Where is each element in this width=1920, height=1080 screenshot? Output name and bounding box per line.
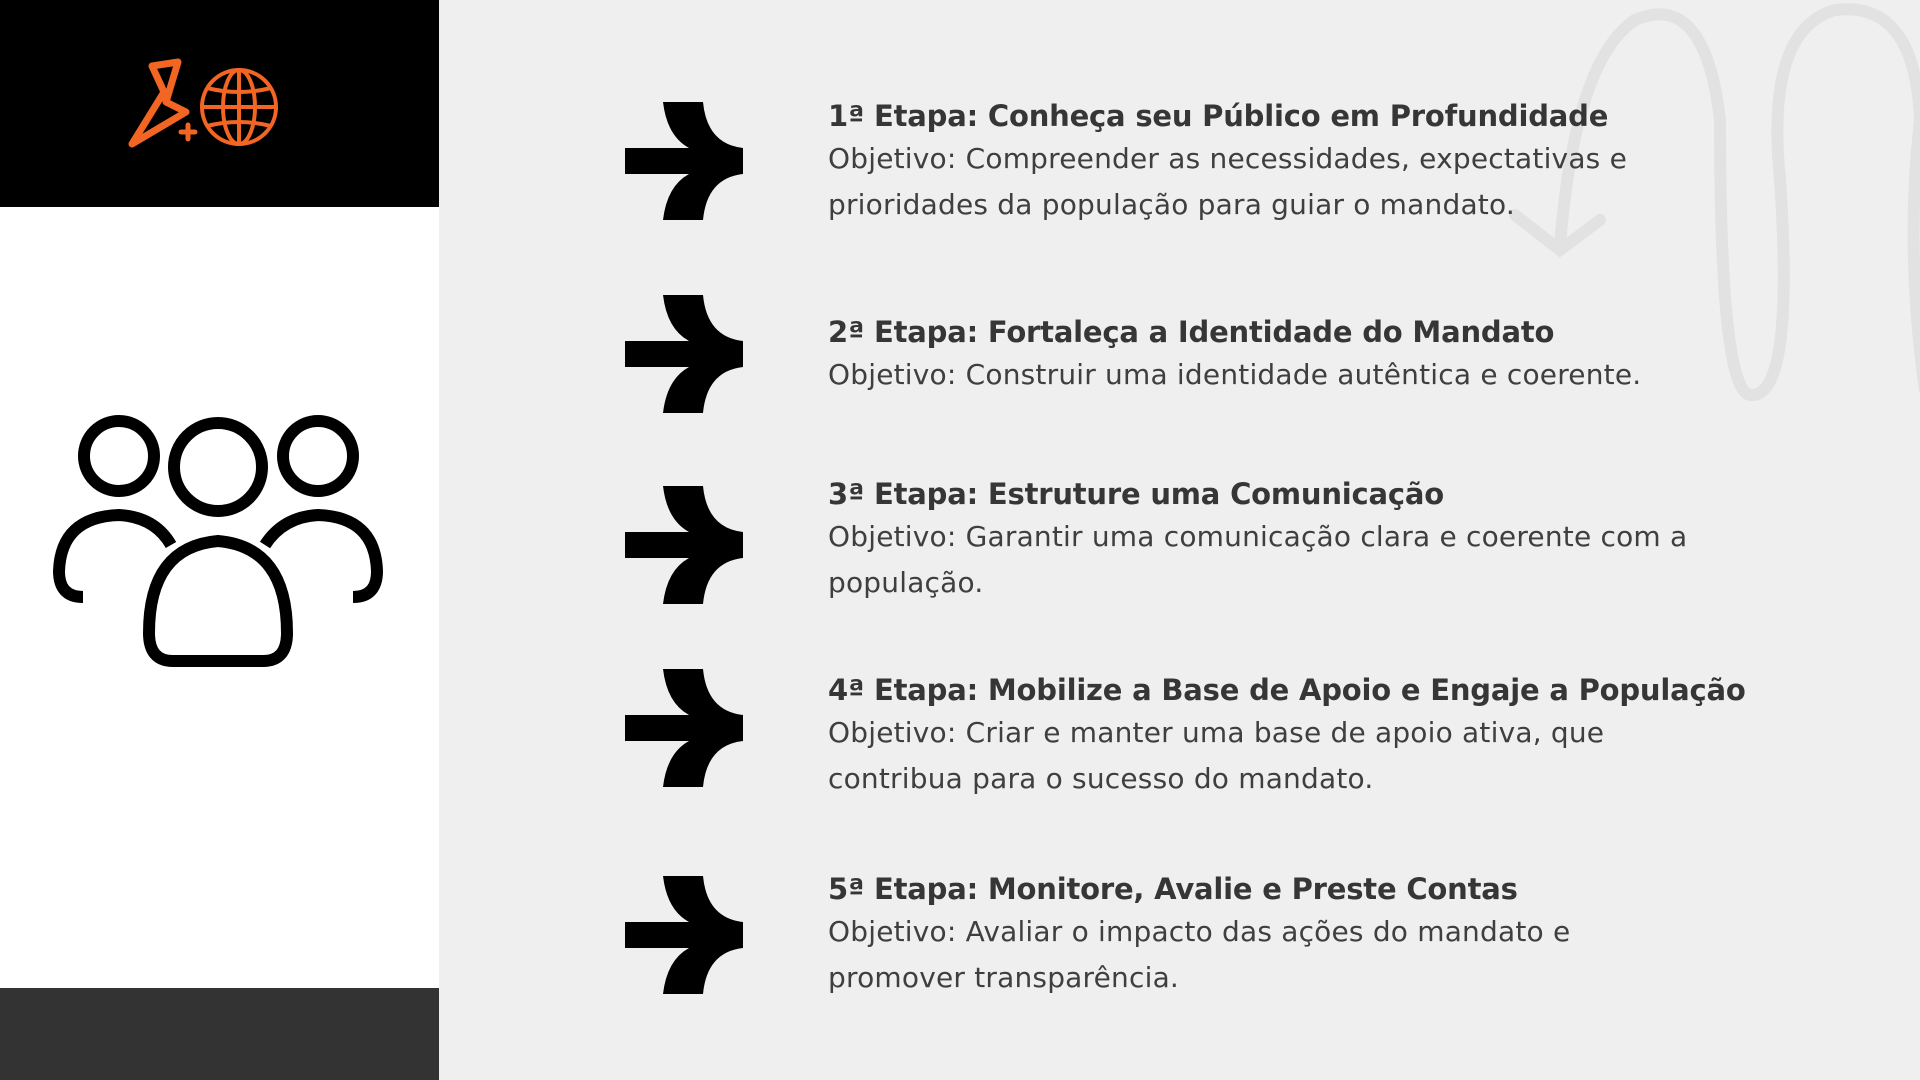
step-2-arrow-icon: [625, 295, 743, 413]
step-3-title: 3ª Etapa: Estruture uma Comunicação: [828, 477, 1444, 511]
globe-icon: [198, 66, 280, 148]
step-1-arrow-icon: [625, 102, 743, 220]
step-3: [828, 474, 1888, 606]
people-group-icon: [53, 415, 383, 669]
step-4-arrow-icon: [625, 669, 743, 787]
step-5: [828, 869, 1888, 1001]
logo-band: [0, 0, 439, 207]
step-3-objective-cont: população.: [828, 566, 984, 599]
step-5-title: 5ª Etapa: Monitore, Avalie e Preste Contas: [828, 872, 1518, 906]
sidebar: [0, 0, 439, 1080]
step-3-objective: Objetivo: Garantir uma comunicação clara e coerente com a: [828, 520, 1688, 553]
step-5-objective-cont: promover transparência.: [828, 961, 1180, 994]
step-1-objective-cont: prioridades da população para guiar o mandato.: [828, 188, 1515, 221]
step-4-objective: Objetivo: Criar e manter uma base de apoio ativa, que: [828, 716, 1605, 749]
step-1: [828, 96, 1888, 228]
step-2: [828, 312, 1888, 398]
step-4: [828, 670, 1888, 802]
step-3-arrow-icon: [625, 486, 743, 604]
step-2-title: 2ª Etapa: Fortaleça a Identidade do Mandato: [828, 315, 1555, 349]
step-4-title: 4ª Etapa: Mobilize a Base de Apoio e Engaje a População: [828, 673, 1746, 707]
step-2-objective: Objetivo: Construir uma identidade autêntica e coerente.: [828, 358, 1642, 391]
footer-band: [0, 988, 439, 1080]
step-5-arrow-icon: [625, 876, 743, 994]
step-1-title: 1ª Etapa: Conheça seu Público em Profundidade: [828, 99, 1609, 133]
brand-logo: [126, 58, 286, 153]
step-5-objective: Objetivo: Avaliar o impacto das ações do mandato e: [828, 915, 1571, 948]
step-1-objective: Objetivo: Compreender as necessidades, expectativas e: [828, 142, 1628, 175]
step-4-objective-cont: contribua para o sucesso do mandato.: [828, 762, 1374, 795]
